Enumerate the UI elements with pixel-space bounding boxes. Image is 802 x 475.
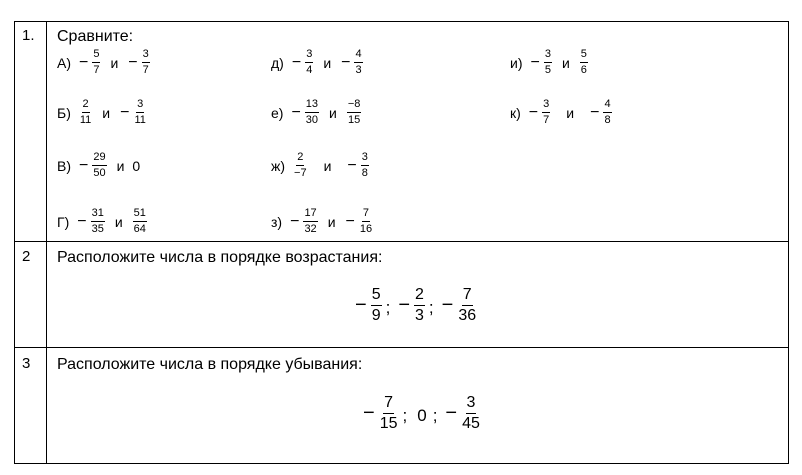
minus-sign: −	[291, 53, 302, 71]
fraction	[92, 152, 106, 179]
fraction	[457, 287, 477, 324]
numerator: 5	[580, 49, 588, 63]
zero-value: 0	[417, 406, 427, 425]
denominator: 35	[91, 223, 104, 235]
denominator: 11	[79, 114, 92, 126]
sequence-descending	[361, 395, 483, 432]
fraction	[359, 208, 373, 235]
task-title-1: Сравните:	[57, 28, 134, 45]
conjunction: и	[323, 54, 332, 71]
numerator: 2	[82, 99, 90, 113]
denominator: 7	[543, 114, 550, 126]
numerator: −8	[347, 99, 362, 113]
item-label: и)	[510, 54, 523, 71]
minus-sign: −	[291, 103, 301, 121]
numerator: 3	[142, 49, 150, 63]
task-title-3: Расположите числа в порядке убывания:	[57, 356, 363, 373]
numerator: 2	[414, 287, 425, 306]
fraction	[544, 49, 552, 76]
numerator: 3	[544, 49, 552, 63]
fraction	[580, 49, 588, 76]
denominator: 6	[580, 64, 587, 76]
conjunction: и	[114, 213, 123, 230]
fraction	[293, 152, 308, 179]
item-label: В)	[57, 157, 71, 174]
conjunction: и	[561, 54, 570, 71]
minus-sign: −	[398, 294, 411, 316]
numerator: 4	[603, 99, 611, 113]
conjunction: и	[327, 213, 336, 230]
denominator: 15	[379, 415, 398, 432]
denominator: 30	[305, 114, 319, 126]
fraction	[133, 208, 147, 235]
denominator: 11	[134, 114, 146, 126]
item-label: д)	[271, 54, 284, 71]
denominator: 4	[306, 64, 313, 76]
row-divider-1	[15, 241, 788, 242]
numerator: 2	[296, 152, 304, 166]
denominator: 7	[142, 64, 149, 76]
minus-sign: −	[79, 156, 89, 174]
minus-sign: −	[341, 53, 351, 71]
fraction	[305, 49, 313, 76]
denominator: 5	[544, 64, 551, 76]
task-title-2: Расположите числа в порядке возрастания:	[57, 249, 383, 266]
denominator: 8	[361, 167, 368, 179]
denominator: 3	[355, 64, 362, 76]
compare-item-g	[57, 208, 149, 235]
sequence-ascending	[353, 287, 479, 324]
fraction	[379, 395, 399, 432]
numerator: 3	[466, 395, 477, 414]
fraction	[91, 208, 105, 235]
numerator: 7	[383, 395, 394, 414]
conjunction: и	[116, 157, 125, 174]
item-label: А)	[57, 54, 71, 71]
conjunction: и	[323, 157, 332, 174]
denominator: 7	[93, 64, 100, 76]
numerator: 51	[133, 208, 147, 222]
numerator: 3	[305, 49, 313, 63]
minus-sign: −	[528, 103, 539, 121]
fraction	[347, 99, 362, 126]
row-divider-2	[15, 347, 788, 348]
item-label: е)	[271, 104, 284, 121]
compare-item-v	[57, 152, 140, 179]
minus-sign: −	[590, 103, 600, 121]
fraction	[305, 99, 319, 126]
numerator: 7	[462, 287, 473, 306]
separator: ;	[432, 406, 438, 425]
numerator: 17	[303, 208, 317, 222]
compare-item-zh	[271, 152, 371, 179]
denominator: 36	[458, 307, 477, 324]
minus-sign: −	[355, 294, 367, 316]
minus-sign: −	[363, 402, 375, 424]
fraction	[371, 287, 382, 324]
item-label: ж)	[271, 157, 286, 174]
fraction	[361, 152, 369, 179]
numerator: 29	[92, 152, 106, 166]
compare-item-i	[510, 49, 590, 76]
task-number-1: 1.	[22, 27, 35, 44]
minus-sign: −	[445, 402, 458, 424]
numerator: 4	[354, 49, 362, 63]
denominator: 50	[93, 167, 106, 179]
fraction	[603, 99, 611, 126]
numerator: 5	[92, 49, 100, 63]
item-label: Г)	[57, 213, 70, 230]
fraction	[92, 49, 100, 76]
fraction	[461, 395, 481, 432]
fraction	[79, 99, 92, 126]
conjunction: и	[329, 104, 337, 121]
denominator: 64	[133, 223, 146, 235]
item-label: з)	[271, 213, 283, 230]
fraction	[303, 208, 317, 235]
minus-sign: −	[347, 156, 357, 174]
minus-sign: −	[441, 294, 454, 316]
fraction	[133, 99, 146, 126]
numerator: 5	[371, 287, 382, 306]
compare-item-e	[271, 99, 363, 126]
item-label: к)	[510, 104, 521, 121]
exercise-table	[14, 21, 789, 464]
item-label: Б)	[57, 104, 71, 121]
numerator: 7	[362, 208, 370, 222]
minus-sign: −	[77, 212, 87, 230]
numerator: 3	[361, 152, 369, 166]
denominator: −7	[294, 167, 307, 179]
denominator: 9	[371, 307, 381, 324]
compare-item-a	[57, 49, 152, 76]
fraction	[142, 49, 150, 76]
minus-sign: −	[345, 212, 355, 230]
minus-sign: −	[120, 103, 130, 121]
minus-sign: −	[128, 53, 138, 71]
numerator: 13	[305, 99, 319, 113]
compare-item-z	[271, 208, 375, 235]
minus-sign: −	[79, 53, 89, 71]
conjunction: и	[110, 54, 119, 71]
numerator: 3	[542, 99, 550, 113]
separator: ;	[428, 298, 434, 317]
conjunction: и	[102, 104, 111, 121]
minus-sign: −	[290, 212, 300, 230]
conjunction: и	[566, 104, 575, 121]
minus-sign: −	[530, 53, 540, 71]
zero-value: 0	[132, 157, 141, 174]
compare-item-d	[271, 49, 365, 76]
denominator: 16	[359, 223, 373, 235]
compare-item-b	[57, 99, 149, 126]
compare-item-k	[510, 99, 614, 126]
task-number-3: 3	[22, 355, 31, 372]
separator: ;	[385, 298, 391, 317]
fraction	[354, 49, 362, 76]
separator: ;	[402, 406, 408, 425]
column-divider	[46, 22, 47, 463]
fraction	[414, 287, 425, 324]
denominator: 8	[604, 114, 611, 126]
denominator: 3	[415, 307, 424, 324]
numerator: 3	[136, 99, 144, 113]
task-number-2: 2	[22, 248, 31, 265]
denominator: 45	[462, 415, 480, 432]
fraction	[542, 99, 550, 126]
denominator: 32	[304, 223, 317, 235]
numerator: 31	[91, 208, 105, 222]
denominator: 15	[348, 114, 361, 126]
